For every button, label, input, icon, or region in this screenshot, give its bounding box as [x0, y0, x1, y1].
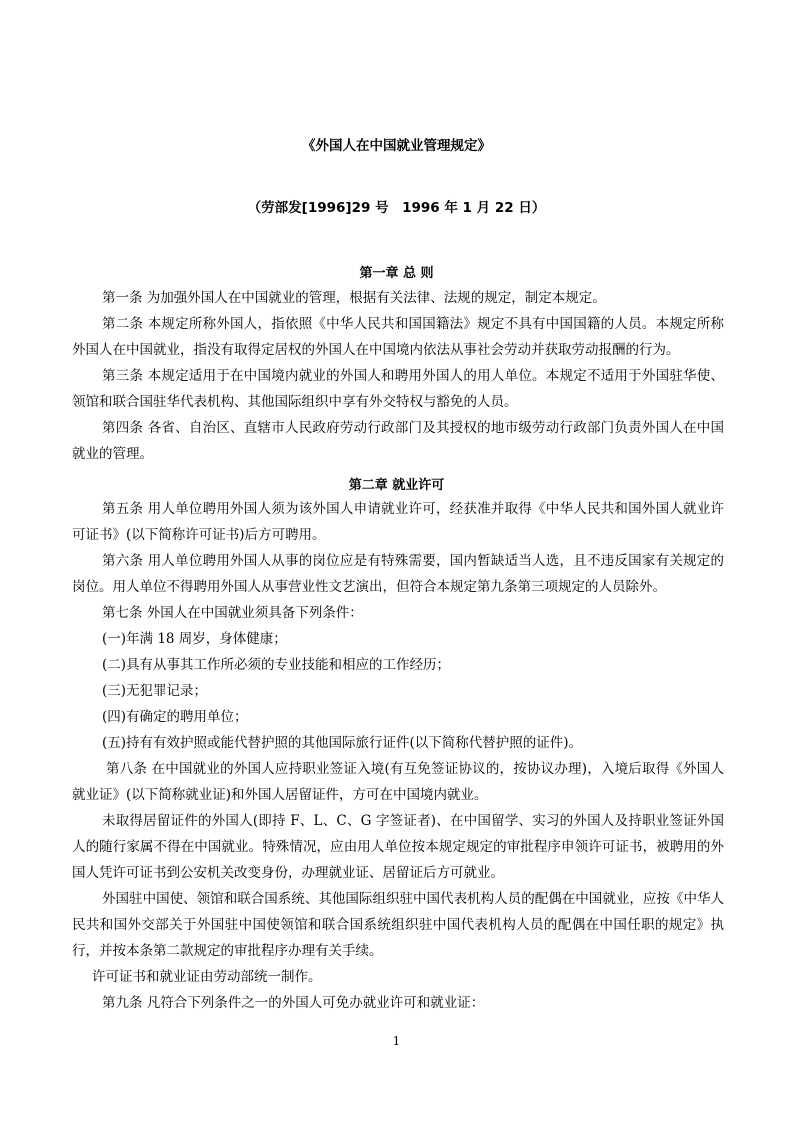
list-item-4: (四)有确定的聘用单位； — [102, 709, 248, 725]
document-title: 《外国人在中国就业管理规定》 — [302, 138, 491, 154]
article-8-paragraph-3: 外国驻中国使、领馆和联合国系统、其他国际组织驻中国代表机构人员的配偶在中国就业，应按《中华人民共和国外交部关于外国驻中国使领馆和联合国系统组织驻中国代表机构人员的配偶在中国任职的规定》执行，并按本条第二款规定的审批程序办理有关手续。 — [72, 891, 724, 959]
article-7: 第七条 外国人在中国就业须具备下列条件： — [102, 605, 363, 621]
chapter-heading-1: 第一章 总 则 — [359, 266, 434, 281]
article-5: 第五条 用人单位聘用外国人须为该外国人申请就业许可，经获准并取得《中华人民共和国外国人就业许可证书》(以下简称许可证书)后方可聘用。 — [72, 501, 724, 543]
article-1: 第一条 为加强外国人在中国就业的管理，根据有关法律、法规的规定，制定本规定。 — [102, 290, 606, 306]
list-item-3: (三)无犯罪记录； — [102, 683, 208, 699]
article-4: 第四条 各省、自治区、直辖市人民政府劳动行政部门及其授权的地市级劳动行政部门负责外国人在中国就业的管理。 — [72, 420, 724, 462]
page-number: 1 — [392, 1034, 401, 1048]
article-9: 第九条 凡符合下列条件之一的外国人可免办就业许可和就业证： — [102, 995, 485, 1011]
document-subtitle: （劳部发[1996]29 号 1996 年 1 月 22 日） — [247, 200, 546, 216]
article-8-paragraph-4: 许可证书和就业证由劳动部统一制作。 — [92, 969, 322, 985]
article-6: 第六条 用人单位聘用外国人从事的岗位应是有特殊需要，国内暂缺适当人选，且不违反国家有关规定的岗位。用人单位不得聘用外国人从事营业性文艺演出，但符合本规定第九条第三项规定的人员除外。 — [72, 553, 724, 595]
chapter-heading-2: 第二章 就业许可 — [348, 478, 445, 493]
article-3: 第三条 本规定适用于在中国境内就业的外国人和聘用外国人的用人单位。本规定不适用于外国驻华使、领馆和联合国驻华代表机构、其他国际组织中享有外交特权与豁免的人员。 — [72, 368, 724, 410]
list-item-2: (二)具有从事其工作所必须的专业技能和相应的工作经历； — [102, 657, 451, 673]
article-8-paragraph-2: 未取得居留证件的外国人(即持 F、L、C、G 字签证者)、在中国留学、实习的外国人及持职业签证外国人的随行家属不得在中国就业。特殊情况，应由用人单位按本规定规定的审批程序申领许可证书，被聘用的外国人凭许可证书到公安机关改变身份，办理就业证、居留证后方可就业。 — [72, 813, 724, 881]
article-2: 第二条 本规定所称外国人，指依照《中华人民共和国国籍法》规定不具有中国国籍的人员。本规定所称外国人在中国就业，指没有取得定居权的外国人在中国境内依法从事社会劳动并获取劳动报酬的行为。 — [72, 316, 724, 358]
article-8: 第八条 在中国就业的外国人应持职业签证入境(有互免签证协议的，按协议办理)，入境后取得《外国人就业证》(以下简称就业证)和外国人居留证件，方可在中国境内就业。 — [72, 761, 724, 803]
list-item-1: (一)年满 18 周岁，身体健康； — [102, 631, 287, 647]
list-item-5: (五)持有有效护照或能代替护照的其他国际旅行证件(以下简称代替护照的证件)。 — [102, 735, 583, 751]
